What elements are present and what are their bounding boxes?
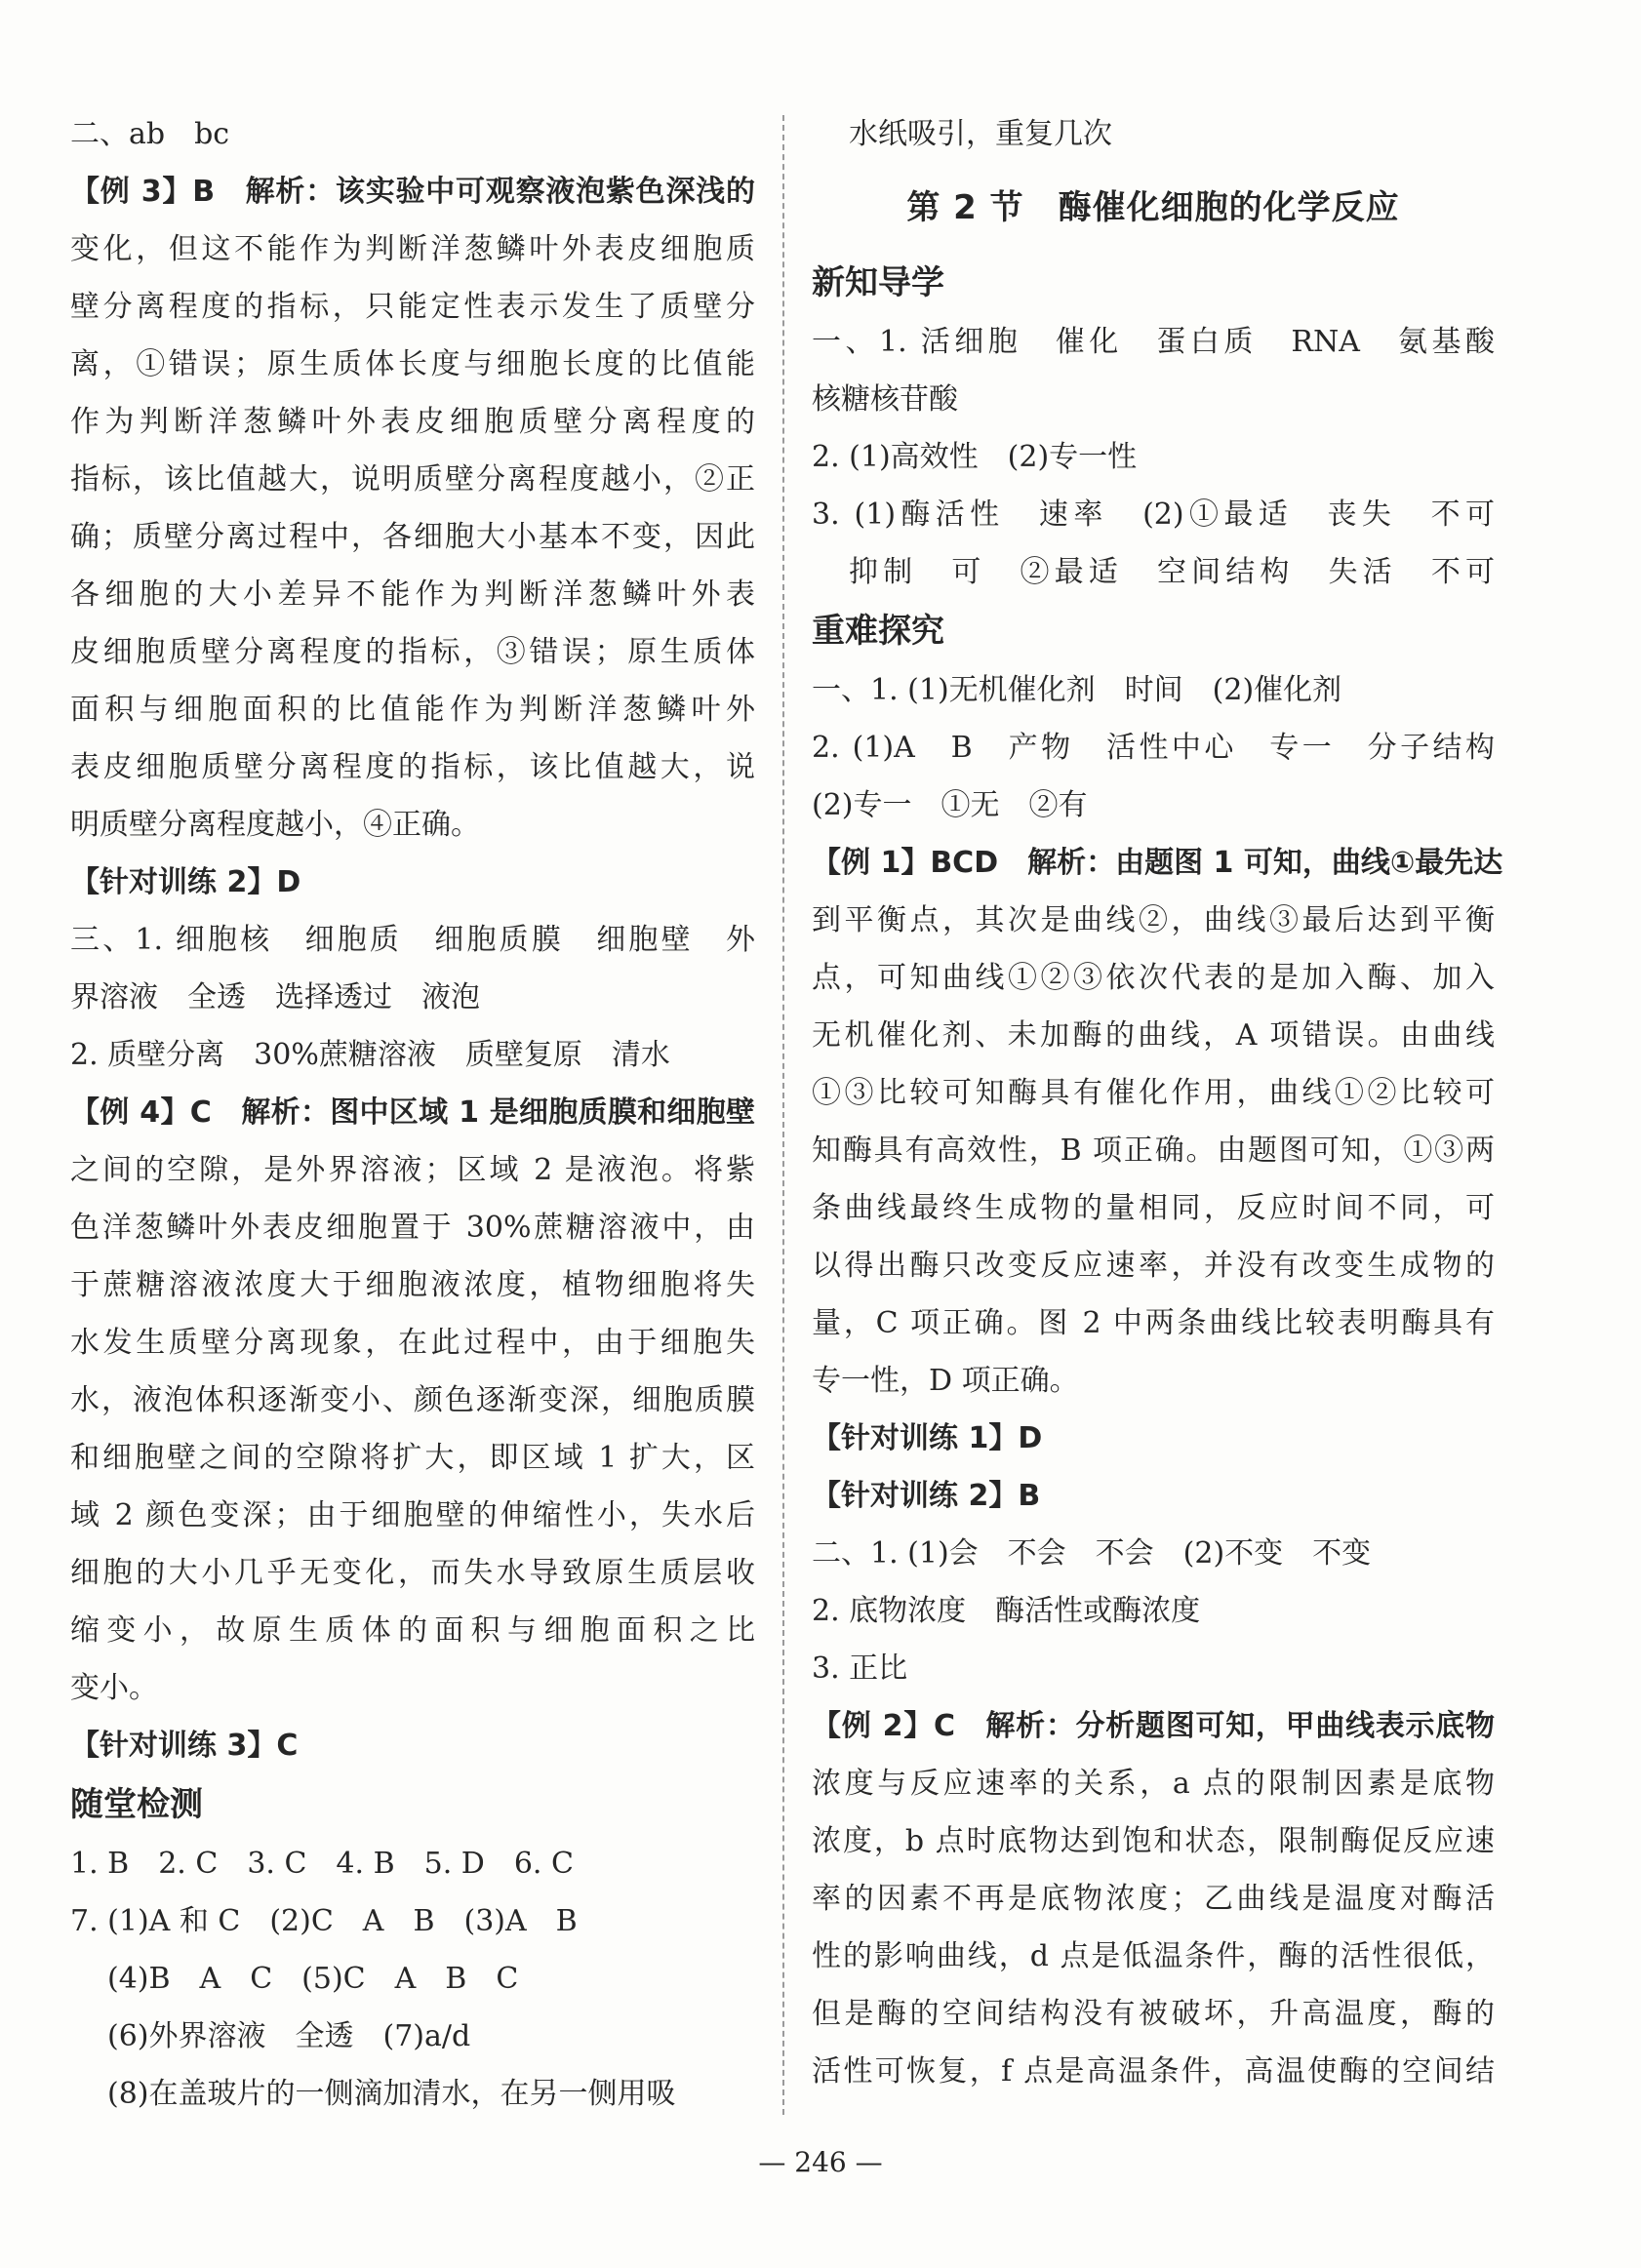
left-column	[70, 105, 755, 2123]
text-line: 知酶具有高效性，B 项正确。由题图可知，①③两	[812, 1134, 1495, 1168]
text-line: (8)在盖玻片的一侧滴加清水，在另一侧用吸	[107, 2077, 676, 2111]
example-label: 【例 4】C 解析：图中区域 1 是细胞质膜和细胞壁	[70, 1095, 755, 1130]
text-line: 以得出酶只改变反应速率，并没有改变生成物的	[812, 1249, 1495, 1283]
text-line: 皮细胞质壁分离程度的指标，③错误；原生质体	[70, 635, 755, 669]
section-title: 第 2 节 酶催化细胞的化学反应	[906, 188, 1400, 227]
text-line: 二、1. (1)会 不会 不会 (2)不变 不变	[812, 1536, 1372, 1571]
text-line: 3. (1)酶活性 速率 (2)①最适 丧失 不可	[812, 497, 1495, 532]
text-line: 缩变小，故原生质体的面积与细胞面积之比	[70, 1613, 755, 1648]
section-heading: 随堂检测	[70, 1785, 203, 1824]
text-line: 核糖核苷酸	[812, 382, 958, 417]
text-line: 点，可知曲线①②③依次代表的是加入酶、加入	[812, 961, 1495, 995]
text-line: 于蔗糖溶液浓度大于细胞液浓度，植物细胞将失	[70, 1268, 755, 1302]
section-heading: 重难探究	[812, 612, 944, 651]
text-line: 和细胞壁之间的空隙将扩大，即区域 1 扩大，区	[70, 1441, 755, 1475]
text-line: 性的影响曲线，d 点是低温条件，酶的活性很低，	[812, 1939, 1495, 1973]
text-line: 一、1. 活细胞 催化 蛋白质 RNA 氨基酸	[812, 325, 1495, 359]
text-line: 水，液泡体积逐渐变小、颜色逐渐变深，细胞质膜	[70, 1383, 755, 1417]
text-line: 各细胞的大小差异不能作为判断洋葱鳞叶外表	[70, 577, 755, 612]
text-line: 离，①错误；原生质体长度与细胞长度的比值能	[70, 347, 755, 381]
text-line: 2. (1)高效性 (2)专一性	[812, 440, 1138, 474]
right-column	[812, 105, 1503, 2100]
text-line: 但是酶的空间结构没有被破坏，升高温度，酶的	[812, 1997, 1495, 2031]
text-line: 水纸吸引，重复几次	[849, 117, 1112, 151]
text-line: 率的因素不再是底物浓度；乙曲线是温度对酶活	[812, 1882, 1495, 1916]
text-line: 界溶液 全透 选择透过 液泡	[70, 980, 480, 1015]
example-label: 【例 3】B 解析：该实验中可观察液泡紫色深浅的	[70, 175, 755, 209]
text-line: 抑制 可 ②最适 空间结构 失活 不可	[849, 555, 1495, 589]
text-line: 2. 底物浓度 酶活性或酶浓度	[812, 1594, 1201, 1628]
training-label: 【针对训练 3】C	[70, 1729, 299, 1763]
text-line: 2. (1)A B 产物 活性中心 专一 分子结构	[812, 731, 1495, 765]
text-line: 1. B 2. C 3. C 4. B 5. D 6. C	[70, 1847, 574, 1881]
text-line: 确；质壁分离过程中，各细胞大小基本不变，因此	[70, 520, 755, 554]
text-line: 表皮细胞质壁分离程度的指标，该比值越大，说	[70, 750, 755, 784]
page-number: — 246 —	[758, 2146, 883, 2178]
text-line: 水发生质壁分离现象，在此过程中，由于细胞失	[70, 1326, 755, 1360]
text-line: 浓度与反应速率的关系，a 点的限制因素是底物	[812, 1767, 1495, 1801]
text-line: (2)专一 ①无 ②有	[812, 788, 1088, 822]
text-line: 2. 质壁分离 30%蔗糖溶液 质壁复原 清水	[70, 1038, 670, 1072]
text-line: 量，C 项正确。图 2 中两条曲线比较表明酶具有	[812, 1306, 1495, 1340]
text-line: 一、1. (1)无机催化剂 时间 (2)催化剂	[812, 673, 1342, 707]
training-label: 【针对训练 1】D	[812, 1421, 1043, 1455]
column-divider	[782, 115, 784, 2115]
text-line: ①③比较可知酶具有催化作用，曲线①②比较可	[812, 1076, 1495, 1110]
text-line: 7. (1)A 和 C (2)C A B (3)A B	[70, 1904, 578, 1938]
text-line: 条曲线最终生成物的量相同，反应时间不同，可	[812, 1191, 1495, 1225]
text-line: 活性可恢复，f 点是高温条件，高温使酶的空间结	[812, 2054, 1495, 2089]
text-line: 指标，该比值越大，说明质壁分离程度越小，②正	[70, 462, 755, 497]
text-line: 变小。	[70, 1671, 158, 1705]
section-heading: 新知导学	[812, 263, 944, 302]
text-line: 作为判断洋葱鳞叶外表皮细胞质壁分离程度的	[70, 405, 755, 439]
text-line: 三、1. 细胞核 细胞质 细胞质膜 细胞壁 外	[70, 923, 755, 957]
text-line: (4)B A C (5)C A B C	[107, 1962, 519, 1996]
text-line: 专一性，D 项正确。	[812, 1364, 1079, 1398]
example-label: 【例 2】C 解析：分析题图可知，甲曲线表示底物	[812, 1709, 1495, 1743]
text-line: 3. 正比	[812, 1651, 908, 1686]
text-line: (6)外界溶液 全透 (7)a/d	[107, 2019, 471, 2053]
text-line: 变化，但这不能作为判断洋葱鳞叶外表皮细胞质	[70, 232, 755, 266]
training-label: 【针对训练 2】D	[70, 865, 301, 899]
text-line: 无机催化剂、未加酶的曲线，A 项错误。由曲线	[812, 1018, 1495, 1053]
text-line: 浓度，b 点时底物达到饱和状态，限制酶促反应速	[812, 1824, 1495, 1858]
training-label: 【针对训练 2】B	[812, 1479, 1041, 1513]
example-label: 【例 1】BCD 解析：由题图 1 可知，曲线①最先达	[812, 846, 1503, 880]
text-line: 域 2 颜色变深；由于细胞壁的伸缩性小，失水后	[70, 1498, 755, 1532]
text-line: 二、ab bc	[70, 117, 230, 151]
text-line: 壁分离程度的指标，只能定性表示发生了质壁分	[70, 290, 755, 324]
text-line: 细胞的大小几乎无变化，而失水导致原生质层收	[70, 1556, 755, 1590]
text-line: 之间的空隙，是外界溶液；区域 2 是液泡。将紫	[70, 1153, 755, 1187]
text-line: 色洋葱鳞叶外表皮细胞置于 30%蔗糖溶液中，由	[70, 1211, 755, 1245]
text-line: 明质壁分离程度越小，④正确。	[70, 808, 480, 842]
text-line: 面积与细胞面积的比值能作为判断洋葱鳞叶外	[70, 693, 755, 727]
text-line: 到平衡点，其次是曲线②，曲线③最后达到平衡	[812, 903, 1495, 937]
